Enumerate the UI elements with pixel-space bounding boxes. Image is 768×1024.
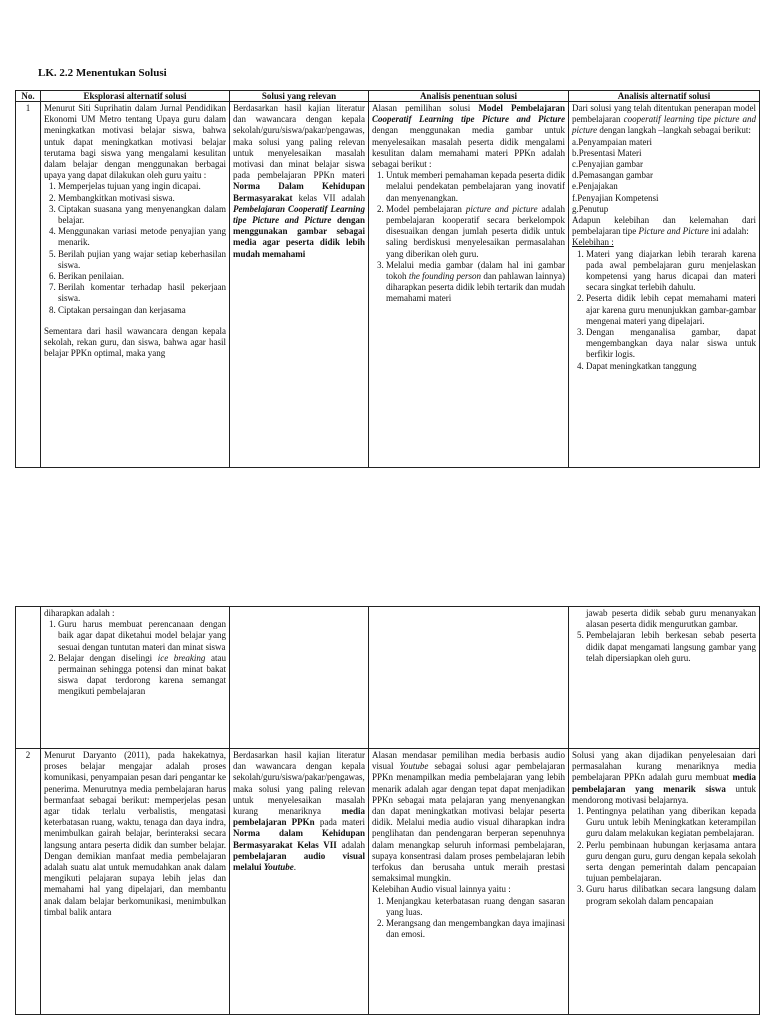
step-item: b.Presentasi Materi [572, 147, 642, 158]
kelebihan-list-continued [572, 630, 756, 664]
alasan-italic: Youtube [399, 761, 429, 772]
list-item: 1. Menjangkau keterbatasan ruang dengan sasaran yang luas. [386, 896, 565, 918]
kelebihan-list [572, 249, 756, 372]
list-item: 5. Pembelajaran lebih berkesan sebab peserta didik dapat mengamati langsung gambar yang telah dipersiapkan oleh guru. [586, 630, 756, 664]
table-row [16, 749, 760, 1015]
item-text: adalah pembelajaran kooperatif secara berkelompok disesuaikan dengan jumlah peserta didik untuk saling berdiskusi menyelesaikan permasalahan yang diberikan oleh guru. [386, 203, 565, 259]
solusi-text: adalah [336, 839, 365, 850]
row-number-empty [16, 607, 41, 749]
list-item: 1. Memperjelas tujuan yang ingin dicapai. [58, 181, 226, 192]
cell-analisis-penentuan [369, 102, 569, 468]
harapan-list [44, 619, 226, 697]
langkah-intro [572, 103, 756, 137]
item-text: atau permainan sehingga potensi dan minat bakat siswa dapat terdorong karena semangat mengikuti pembelajaran [58, 652, 226, 697]
header-eksplorasi: Eksplorasi alternatif solusi [41, 91, 230, 102]
langkah-italic: cooperatif learning tipe picture and picture [572, 114, 756, 136]
solusi-bold-italic: Youtube [263, 862, 294, 873]
item-italic: picture and picture [465, 203, 538, 214]
solusi-bold: media pembelajaran PPKn [233, 806, 365, 828]
item-text: Model pembelajaran [386, 203, 466, 214]
alasan-text: sebagai solusi agar pembelajaran PPKn menampilkan media pembelajaran yang lebih menarik adalah agar dengan tepat dapat menjadikan PPKn sebagai mata pelajaran yang menyenangkan dan dapat meningkatkan motivasi belajar peserta didik. Melalui media audio visual diharapkan indra penglihatan dan pendengaran berperan sepenuhnya dalam menangkap seluruh informasi pembelajaran, supaya konsentrasi dalam proses pembelajaran lebih terfokus dan berusaha untuk meraih prestasi semaksimal mungkin. [372, 761, 565, 884]
solusi-bold: Norma dalam Kehidupan Bermasyarakat Kelas VII [233, 828, 365, 850]
kelebihan-intro [572, 215, 756, 237]
solusi-bold: pembelajaran audio visual melalui [233, 850, 365, 873]
list-item: 2. Perlu pembinaan hubungan kerjasama antara guru dengan guru, guru dengan kepala sekolah serta dengan pemerintah dalam pencapaian tujuan pembelajaran. [586, 840, 756, 885]
alasan-text: Alasan mendasar pemilihan media berbasis audio visual [372, 750, 565, 772]
solusi-text: pada materi [314, 817, 365, 828]
list-item [386, 204, 565, 260]
upaya-guru-list [44, 181, 226, 315]
solusi-intro [572, 750, 756, 806]
list-item: 8. Ciptakan persaingan dan kerjasama [58, 305, 226, 316]
item-italic: ice breaking [157, 652, 206, 663]
alasan-bold: Model Pembelajaran [478, 103, 566, 113]
langkah-text: Dari solusi yang telah ditentukan penerapan model pembelajaran [572, 103, 756, 125]
list-item: 3. Guru harus dilibatkan secara langsung dalam program sekolah dalam pencapaian [586, 884, 756, 906]
solusi-text: untuk mendorong motivasi belajarnya. [572, 783, 756, 805]
list-item: 3. Dengan menganalisa gambar, dapat mengembangkan daya nalar siswa untuk berfikir logis. [586, 327, 756, 361]
cell-eksplorasi: Menurut Daryanto (2011), pada hakekatnya, proses belajar mengajar adalah proses komunikasi, penyampaian pesan dari pengantar ke penerima. Menurutnya media pembelajaran harus bermanfaat sebagai berikut: memperjelas pesan agar tidak terlalu verbalistis, mengatasi keterbatasan ruang, waktu, tenaga dan daya indra, menimbulkan gairah belajar, berinteraksi secara langsung antara peserta didik dan sumber belajar. Dengan demikian manfaat media pembelajaran adalah suatu alat untuk memudahkan anak dalam mengikuti pelajaran supaya lebih jelas dan memahami hal yang dipelajari, dan membantu anak dalam belajar berkomunikasi, menimbulkan timbal balik antara [41, 749, 230, 1015]
kelebihan-label: Kelebihan : [572, 237, 614, 248]
alasan-paragraph [372, 103, 565, 170]
list-item: 1. Materi yang diajarkan lebih terarah karena pada awal pembelajaran guru menjelaskan kompetensi yang harus dicapai dan materi secara singkat terlebih dahulu. [586, 249, 756, 294]
kelebihan-av-intro: Kelebihan Audio visual lainnya yaitu : [372, 884, 511, 895]
item-text: dan pahlawan lainnya) diharapkan peserta didik lebih tertarik dan mudah memahami materi [386, 271, 565, 304]
worksheet-title: LK. 2.2 Menentukan Solusi [38, 67, 167, 79]
step-item: c.Penyajian gambar [572, 159, 643, 170]
table-header-row [16, 91, 760, 102]
step-item: f.Penyajian Kompetensi [572, 192, 659, 203]
alasan-bold-italic: Cooperatif Learning tipe Picture and Picture [372, 114, 565, 125]
cell-empty [369, 607, 569, 749]
cell-solusi-relevan [230, 749, 369, 1015]
solusi-bold-italic: Pembelajaran Cooperatif Learning tipe Picture and Picture [233, 203, 365, 226]
row-number: 2 [16, 749, 41, 1015]
header-analisis-penentuan: Analisis penentuan solusi [369, 91, 569, 102]
solusi-text: . [293, 862, 297, 873]
kelebihan-text: ini adalah: [708, 226, 749, 237]
kelebihan-text: Adapun kelebihan dan kelemahan dari pembelajaran tipe [572, 215, 756, 237]
cell-eksplorasi [41, 102, 230, 468]
alasan-list [372, 170, 565, 304]
item-text: Belajar dengan diselingi [58, 652, 158, 663]
solution-table-page2 [15, 606, 760, 1015]
list-item: 1. Untuk memberi pemahaman kepada peserta didik melalui pendekatan pembelajaran yang inovatif dan menyenangkan. [386, 170, 565, 204]
solusi-text: Berdasarkan hasil kajian literatur dan wawancara dengan kepala sekolah/guru/siswa/pakar/pengawas, maka solusi yang paling relevan untuk menyelesaikan masalah motivasi dan minat belajar siswa pada pembelajaran PPKn materi [233, 103, 365, 181]
list-item: 1. Guru harus membuat perencanaan dengan baik agar dapat diketahui model belajar yang sesuai dengan tuntutan materi dan minat siswa [58, 619, 226, 653]
rekomendasi-list [572, 806, 756, 907]
list-item: 2. Membangkitkan motivasi siswa. [58, 193, 226, 204]
step-item: d.Pemasangan gambar [572, 170, 653, 181]
alasan-text: dengan menggunakan media gambar untuk menyelesaikan masalah peserta didik mengalami kesulitan dalam memahami materi PPKn adalah sebagai berikut : [372, 125, 565, 170]
header-analisis-alternatif: Analisis alternatif solusi [569, 91, 760, 102]
row-number: 1 [16, 102, 41, 468]
cell-analisis-alternatif [569, 749, 760, 1015]
list-item: 5. Berilah pujian yang wajar setiap keberhasilan siswa. [58, 249, 226, 271]
list-item [386, 260, 565, 305]
list-item: 1. Pentingnya pelatihan yang diberikan kepada Guru untuk lebih Meningkatkan keterampilan guru dalam melakukan kegiatan pembelajaran. [586, 806, 756, 840]
langkah-text: dengan langkah –langkah sebagai berikut: [597, 125, 751, 136]
list-item: 6. Berikan penilaian. [58, 271, 226, 282]
alasan-paragraph [372, 750, 565, 884]
alasan-text: Alasan pemilihan solusi [372, 103, 479, 113]
list-item: 2. Peserta didik lebih cepat memahami materi ajar karena guru menunjukkan gambar-gambar mengenai materi yang dipelajari. [586, 293, 756, 327]
solusi-bold: media pembelajaran yang menarik siswa [572, 772, 756, 794]
solusi-text: Berdasarkan hasil kajian literatur dan wawancara dengan kepala sekolah/guru/siswa/pakar/pengawas, maka solusi yang paling relevan untuk menyelesaikan masalah kurang menariknya [233, 750, 365, 817]
eksplorasi-continued-intro: diharapkan adalah : [44, 608, 115, 618]
cell-empty [230, 607, 369, 749]
header-solusi-relevan: Solusi yang relevan [230, 91, 369, 102]
eksplorasi-intro: Menurut Siti Suprihatin dalam Jurnal Pendidikan Ekonomi UM Metro tentang Upaya guru dalam meningkatkan motivasi belajar siswa, bahwa untuk dapat meningkatkan motivasi belajar terutama bagi siswa yang mengalami kesulitan dalam belajar dengan menggunakan berbagai upaya yang dapat dilakukan oleh guru yaitu : [44, 103, 226, 181]
table-row-continued [16, 607, 760, 749]
solusi-text: Solusi yang akan dijadikan penyelesaian dari permasalahan kurang menariknya media pembelajaran PPKn adalah guru membuat [572, 750, 756, 783]
list-item: 2. Merangsang dan mengembangkan daya imajinasi dan emosi. [386, 918, 565, 940]
solution-table-page1 [15, 90, 760, 468]
kelebihan-continued: jawab peserta didik sebab guru menanyakan alasan peserta didik mengurutkan gambar. [586, 608, 756, 630]
cell-analisis-alternatif-continued [569, 607, 760, 749]
solusi-text: kelas VII adalah [292, 192, 365, 203]
list-item: 7. Berilah komentar terhadap hasil pekerjaan siswa. [58, 282, 226, 304]
item-italic: the founding person [408, 271, 482, 282]
kelebihan-av-list [372, 896, 565, 941]
eksplorasi-outro: Sementara dari hasil wawancara dengan kepala sekolah, rekan guru, dan siswa, bahwa agar hasil belajar PPKn optimal, maka yang [44, 325, 226, 359]
list-item: 3. Ciptakan suasana yang menyenangkan dalam belajar. [58, 204, 226, 226]
cell-analisis-alternatif [569, 102, 760, 468]
kelebihan-italic: Picture and Picture [638, 226, 709, 237]
step-item: a.Penyampaian materi [572, 136, 652, 147]
cell-eksplorasi-continued [41, 607, 230, 749]
cell-solusi-relevan [230, 102, 369, 468]
table-row [16, 102, 760, 468]
step-item: e.Penjajakan [572, 181, 618, 192]
cell-analisis-penentuan [369, 749, 569, 1015]
item-text: Melalui media gambar (dalam hal ini gambar tokoh [386, 259, 565, 282]
list-item [58, 653, 226, 698]
list-item: 4. Dapat meningkatkan tanggung [586, 361, 756, 372]
solusi-bold: dengan menggunakan gambar sebagai media agar peserta didik lebih mudah memahami [233, 215, 365, 259]
header-no: No. [16, 91, 41, 102]
step-item: g.Penutup [572, 203, 609, 214]
solusi-bold: Norma Dalam Kehidupan Bermasyarakat [233, 181, 365, 203]
list-item: 4. Menggunakan variasi metode penyajian yang menarik. [58, 226, 226, 248]
